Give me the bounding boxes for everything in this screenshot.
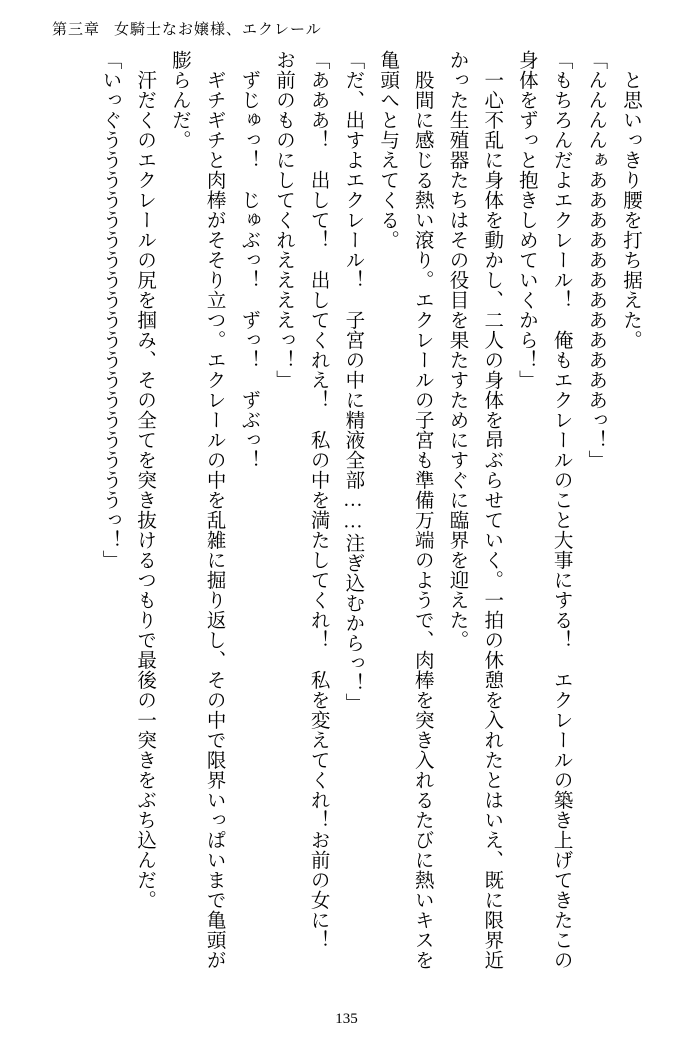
paragraph: 股間に感じる熱い滾り。エクレールの子宮も準備万端のようで、肉棒を突き入れるたびに熱いキスを亀頭へと与えてくる。 bbox=[377, 50, 433, 970]
running-header bbox=[52, 18, 322, 39]
paragraph: 「もちろんだよエクレール！ 俺もエクレールのこと大事にする！ エクレールの築き上げてきたこの身体をずっと抱きしめていくから！」 bbox=[515, 50, 572, 970]
body-text-area bbox=[52, 50, 647, 980]
paragraph: 「いっぐうううううううううううううううううううっ！」 bbox=[99, 50, 121, 570]
paragraph: ギチギチと肉棒がそそり立つ。エクレールの中を乱雑に掘り返し、その中で限界いっぱいまで亀頭が膨らんだ。 bbox=[168, 50, 225, 970]
chapter-title: 女騎士なお嬢様、エクレール bbox=[114, 22, 322, 38]
paragraph: ずじゅっ！ じゅぶっ！ ずっ！ ずぶっ！ bbox=[238, 69, 260, 470]
paragraph: 「んんんんぁああああああああああああっ！」 bbox=[585, 50, 607, 470]
paragraph: 汗だくのエクレールの尻を掴み、その全てを突き抜けるつもりで最後の一突きをぶち込んだ。 bbox=[134, 69, 156, 910]
paragraph: と思いっきり腰を打ち据えた。 bbox=[620, 69, 641, 350]
vertical-text-block bbox=[52, 50, 647, 980]
paragraph: 「あああ！ 出して！ 出してくれえ！ 私の中を満たしてくれ！ 私を変えてくれ！お前の女に！ お前のものにしてくれええええっ！」 bbox=[272, 50, 329, 970]
chapter-number: 第三章 bbox=[52, 22, 101, 38]
page-number: 135 bbox=[335, 1011, 358, 1027]
paragraph: 一心不乱に身体を動かし、二人の身体を昂ぶらせていく。一拍の休憩を入れたとはいえ、既に限界近かった生殖器たちはその役目を果たすためにすぐに臨界を迎えた。 bbox=[446, 50, 503, 970]
paragraph: 「だ、出すよエクレール！ 子宮の中に精液全部……注ぎ込むからっ！」 bbox=[342, 50, 364, 713]
